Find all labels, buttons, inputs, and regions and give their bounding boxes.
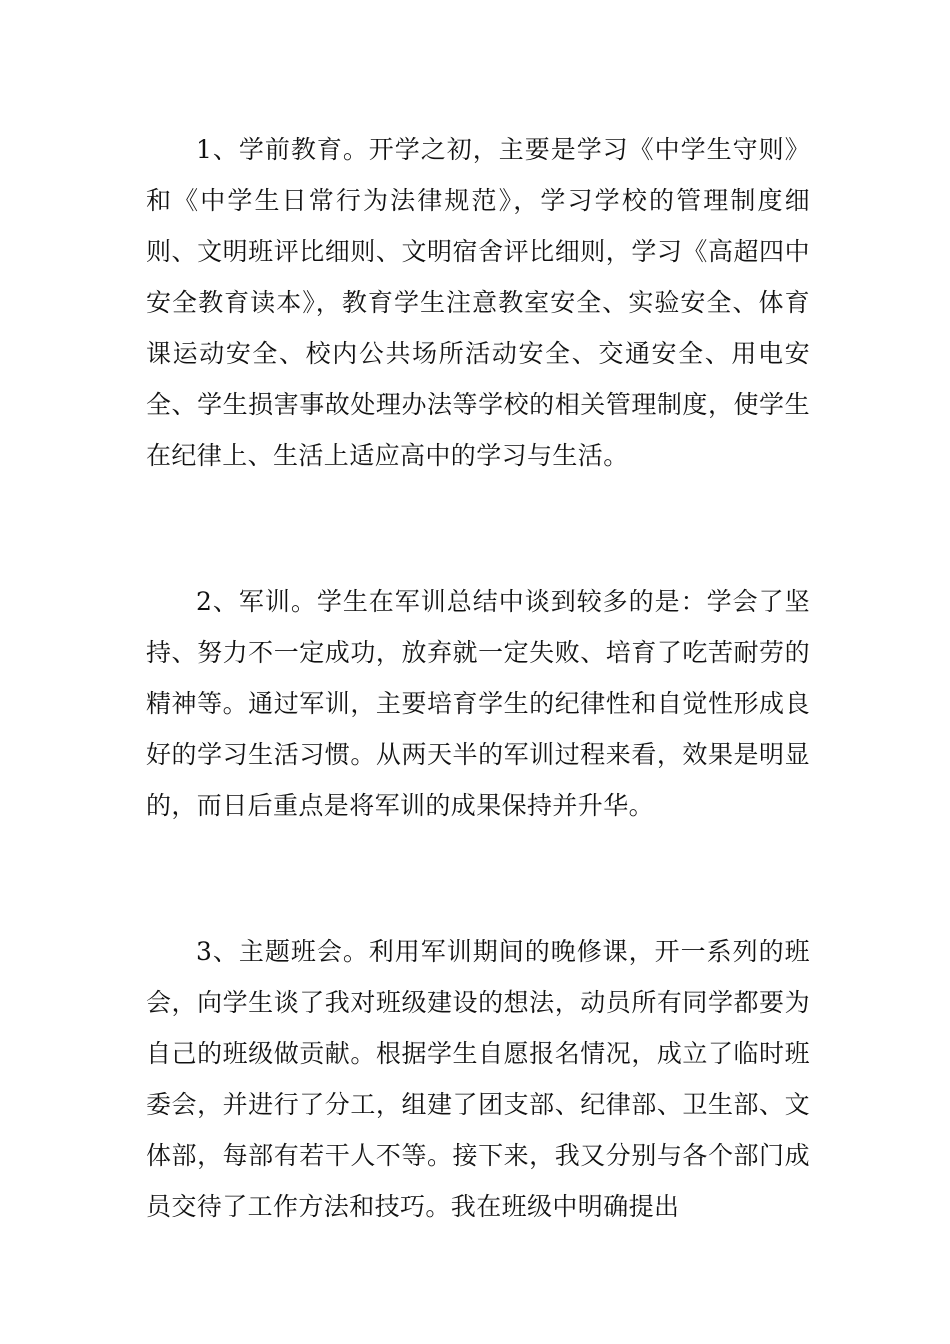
paragraph-preschool-education: 1、学前教育。开学之初，主要是学习《中学生守则》和《中学生日常行为法律规范》，学习学校的管理制度细则、文明班评比细则、文明宿舍评比细则，学习《高超四中安全教育读本》，教育学生注意教室安全、实验安全、体育课运动安全、校内公共场所活动安全、交通安全、用电安全、学生损害事故处理办法等学校的相关管理制度，使学生在纪律上、生活上适应高中的学习与生活。 [146, 135, 810, 470]
paragraph-military-training: 2、军训。学生在军训总结中谈到较多的是：学会了坚持、努力不一定成功，放弃就一定失败、培育了吃苦耐劳的精神等。通过军训，主要培育学生的纪律性和自觉性形成良好的学习生活习惯。从两天半的军训过程来看，效果是明显的，而日后重点是将军训的成果保持并升华。 [146, 587, 810, 820]
paragraph-theme-class-meeting: 3、主题班会。利用军训期间的晚修课，开一系列的班会，向学生谈了我对班级建设的想法，动员所有同学都要为自己的班级做贡献。根据学生自愿报名情况，成立了临时班委会，并进行了分工，组建了团支部、纪律部、卫生部、文体部，每部有若干人不等。接下来，我又分别与各个部门成员交待了工作方法和技巧。我在班级中明确提出 [146, 937, 810, 1221]
